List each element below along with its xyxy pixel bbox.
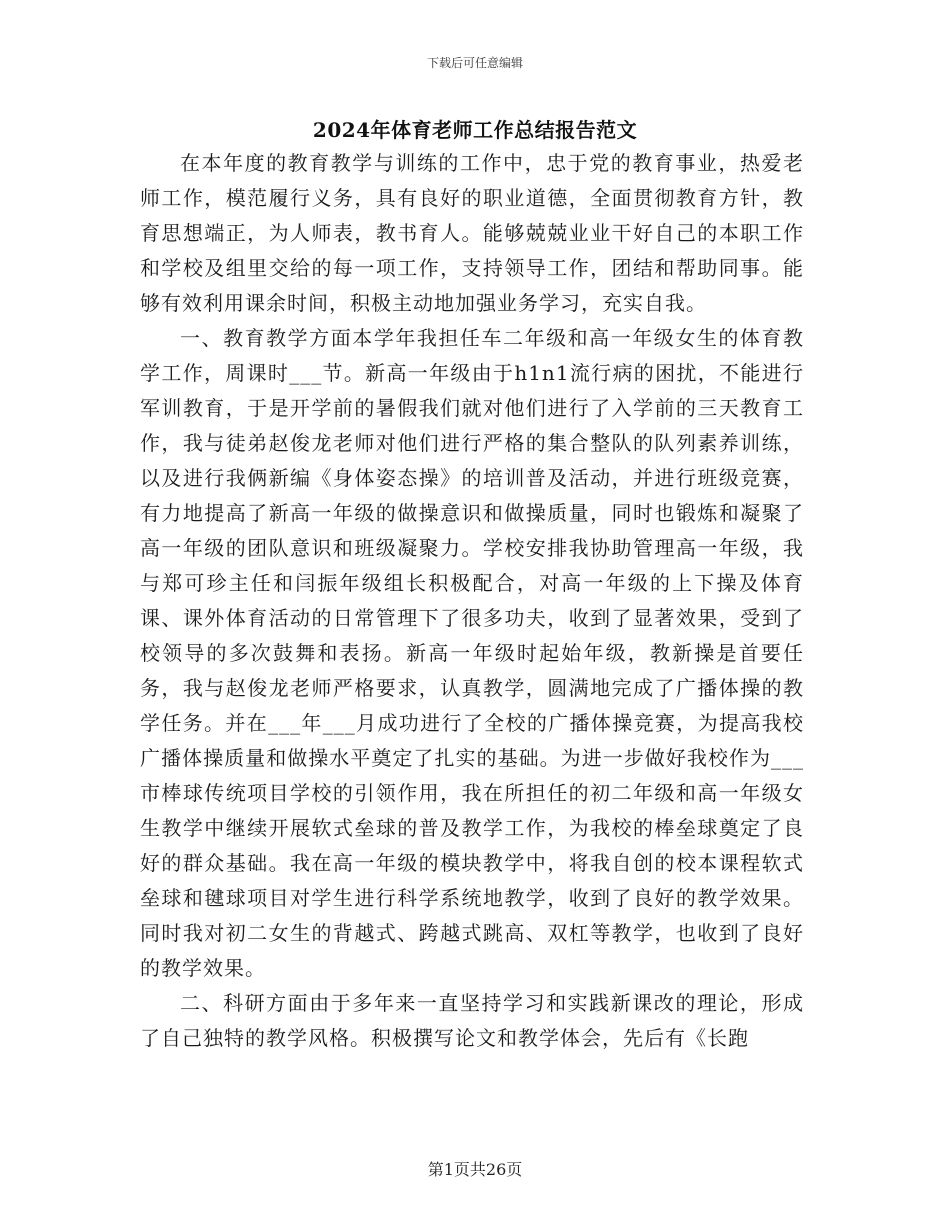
paragraph-teaching: 一、教育教学方面本学年我担任车二年级和高一年级女生的体育教学工作，周课时___节。新高一年级由于h1n1流行病的困扰，不能进行军训教育，于是开学前的暑假我们就对他们进行了入学前的三天教育工作，我与徒弟赵俊龙老师对他们进行严格的集合整队的队列素养训练，以及进行我俩新编《身体姿态操》的培训普及活动，并进行班级竞赛，有力地提高了新高一年级的做操意识和做操质量，同时也锻炼和凝聚了高一年级的团队意识和班级凝聚力。学校安排我协助管理高一年级，我与郑可珍主任和闫振年级组长积极配合，对高一年级的上下操及体育课、课外体育活动的日常管理下了很多功夫，收到了显著效果，受到了校领导的多次鼓舞和表扬。新高一年级时起始年级，教新操是首要任务，我与赵俊龙老师严格要求，认真教学，圆满地完成了广播体操的教学任务。并在___年___月成功进行了全校的广播体操竞赛，为提高我校广播体操质量和做操水平奠定了扎实的基础。为进一步做好我校作为___市棒球传统项目学校的引领作用，我在所担任的初二年级和高一年级女生教学中继续开展软式垒球的普及教学工作，为我校的棒垒球奠定了良好的群众基础。我在高一年级的模块教学中，将我自创的校本课程软式垒球和毽球项目对学生进行科学系统地教学，收到了良好的教学效果。同时我对初二女生的背越式、跨越式跳高、双杠等教学，也收到了良好的教学效果。 <box>140 326 804 980</box>
page-number: 第1页共26页 <box>427 1160 523 1179</box>
paragraph-research: 二、科研方面由于多年来一直坚持学习和实践新课改的理论，形成了自己独特的教学风格。积极撰写论文和教学体会，先后有《长跑 <box>140 991 804 1050</box>
document-title: 2024年体育老师工作总结报告范文 <box>312 118 638 142</box>
paragraph-intro: 在本年度的教育教学与训练的工作中，忠于党的教育事业，热爱老师工作，模范履行义务，具有良好的职业道德，全面贯彻教育方针，教育思想端正，为人师表，教书育人。能够兢兢业业干好自己的本职工作和学校及组里交给的每一项工作，支持领导工作，团结和帮助同事。能够有效利用课余时间，积极主动地加强业务学习，充实自我。 <box>140 151 804 315</box>
page-header-note: 下载后可任意编辑 <box>426 56 523 70</box>
document-body <box>140 146 804 1056</box>
